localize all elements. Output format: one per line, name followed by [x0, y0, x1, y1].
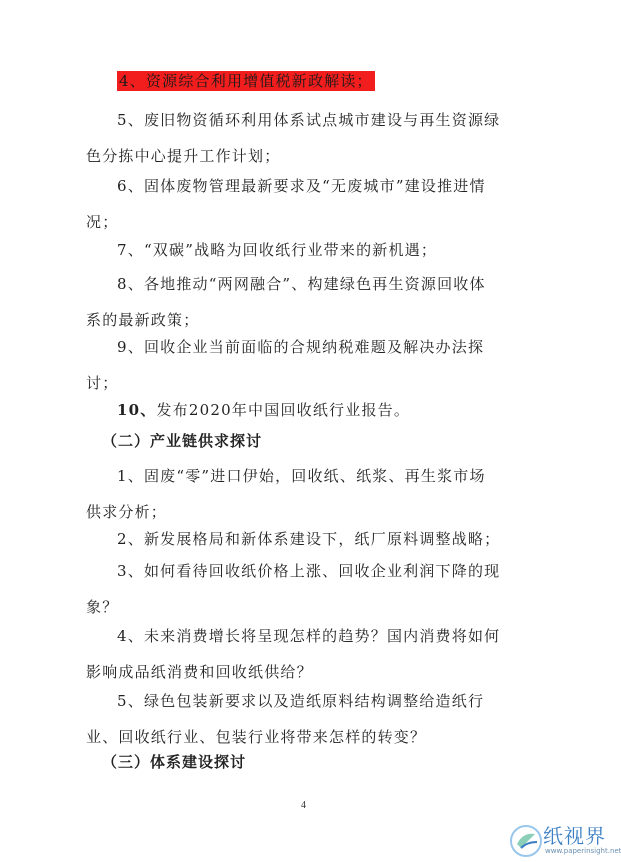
item-5: 5、废旧物资循环利用体系试点城市建设与再生资源绿 色分拣中心提升工作计划； [86, 111, 501, 165]
item-10-number: 10、 [117, 401, 157, 419]
paperinsight-logo-icon [509, 824, 543, 858]
item-4 [86, 63, 520, 99]
watermark-url: www.paperinsight.net [545, 847, 621, 855]
watermark-name: 纸视界 [543, 824, 606, 848]
item-6: 6、固体废物管理最新要求及“无废城市”建设推进情 况； [86, 177, 486, 231]
section-heading-2: （二）产业链供求探讨 [102, 432, 263, 450]
section-heading-3: （三）体系建设探讨 [102, 753, 247, 771]
s2-item-1: 1、固废“零”进口伊始，回收纸、纸浆、再生浆市场 供求分析； [86, 467, 486, 521]
s2-item-4: 4、未来消费增长将呈现怎样的趋势？国内消费将如何 影响成品纸消费和回收纸供给？ [86, 627, 501, 681]
item-9: 9、回收企业当前面临的合规纳税难题及解决办法探 讨； [86, 338, 485, 392]
item-7: 7、“双碳”战略为回收纸行业带来的新机遇； [117, 241, 438, 259]
item-10 [86, 392, 520, 428]
s2-item-2: 2、新发展格局和新体系建设下，纸厂原料调整战略； [117, 530, 501, 548]
item-10-text: 发布2020年中国回收纸行业报告。 [156, 401, 411, 419]
page-number: 4 [301, 800, 306, 811]
watermark-logo [505, 818, 621, 862]
s2-item-3: 3、如何看待回收纸价格上涨、回收企业利润下降的现 象？ [86, 562, 501, 616]
item-8: 8、各地推动“两网融合”、构建绿色再生资源回收体 系的最新政策； [86, 275, 486, 329]
highlighted-text: 4、资源综合利用增值税新政解读； [119, 72, 373, 90]
s2-item-5: 5、绿色包装新要求以及造纸原料结构调整给造纸行 业、回收纸行业、包装行业将带来怎样的转变？ [86, 692, 485, 746]
